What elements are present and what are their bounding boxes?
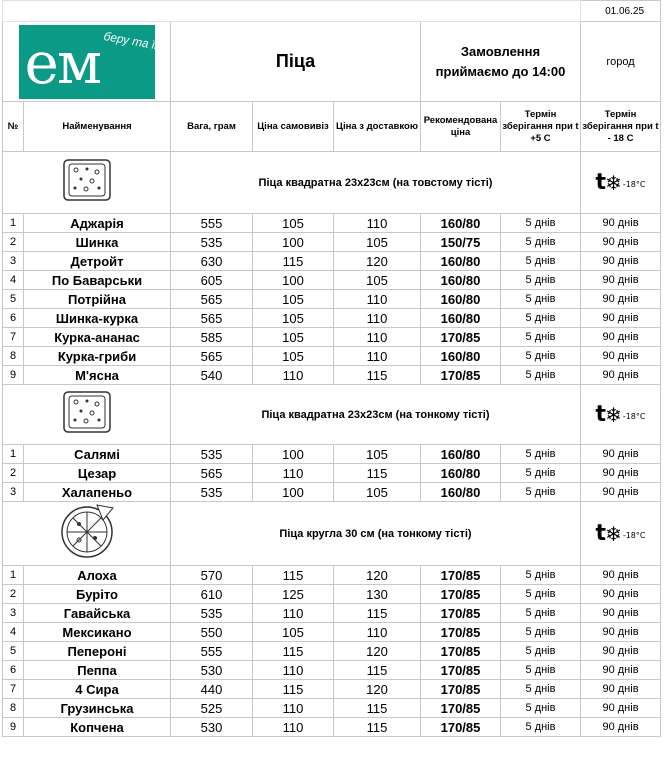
product-name: Потрійна (24, 290, 171, 309)
storage-minus18: 90 днів (581, 309, 661, 328)
storage-minus18: 90 днів (581, 347, 661, 366)
delivery-price: 120 (334, 680, 421, 699)
square-pizza-icon (61, 422, 113, 439)
row-num: 8 (3, 347, 24, 366)
product-name: Аджарія (24, 214, 171, 233)
recommended-price: 160/80 (421, 252, 501, 271)
storage-minus18: 90 днів (581, 642, 661, 661)
weight-value: 585 (171, 328, 253, 347)
storage-minus18: 90 днів (581, 566, 661, 585)
storage-plus5: 5 днів (501, 642, 581, 661)
weight-value: 440 (171, 680, 253, 699)
storage-minus18: 90 днів (581, 483, 661, 502)
col-weight: Вага, грам (171, 102, 253, 152)
table-row (3, 366, 661, 385)
pickup-price: 100 (253, 233, 334, 252)
section-header (3, 385, 661, 445)
table-row (3, 680, 661, 699)
col-storage-plus5: Термін зберігання при t +5 С (501, 102, 581, 152)
weight-value: 555 (171, 642, 253, 661)
table-row (3, 214, 661, 233)
weight-value: 535 (171, 604, 253, 623)
pickup-price: 125 (253, 585, 334, 604)
row-num: 6 (3, 661, 24, 680)
row-num: 5 (3, 642, 24, 661)
city-label: город (581, 22, 661, 102)
table-row (3, 347, 661, 366)
storage-plus5: 5 днів (501, 464, 581, 483)
pickup-price: 105 (253, 328, 334, 347)
delivery-price: 110 (334, 328, 421, 347)
row-num: 3 (3, 483, 24, 502)
recommended-price: 160/80 (421, 271, 501, 290)
recommended-price: 170/85 (421, 366, 501, 385)
delivery-price: 120 (334, 642, 421, 661)
storage-plus5: 5 днів (501, 585, 581, 604)
recommended-price: 170/85 (421, 585, 501, 604)
pickup-price: 115 (253, 642, 334, 661)
product-name: Детройт (24, 252, 171, 271)
table-row (3, 718, 661, 737)
delivery-price: 115 (334, 718, 421, 737)
product-name: Грузинська (24, 699, 171, 718)
storage-plus5: 5 днів (501, 483, 581, 502)
weight-value: 555 (171, 214, 253, 233)
recommended-price: 170/85 (421, 623, 501, 642)
storage-minus18: 90 днів (581, 680, 661, 699)
delivery-price: 105 (334, 271, 421, 290)
weight-value: 565 (171, 464, 253, 483)
storage-minus18: 90 днів (581, 718, 661, 737)
pickup-price: 105 (253, 347, 334, 366)
pickup-price: 110 (253, 718, 334, 737)
storage-plus5: 5 днів (501, 214, 581, 233)
delivery-price: 120 (334, 566, 421, 585)
order-deadline: Замовлення приймаємо до 14:00 (421, 22, 581, 102)
product-name: Алоха (24, 566, 171, 585)
section-header (3, 152, 661, 214)
table-row (3, 464, 661, 483)
round-pizza-icon (57, 547, 117, 564)
delivery-price: 110 (334, 290, 421, 309)
recommended-price: 170/85 (421, 718, 501, 737)
row-num: 5 (3, 290, 24, 309)
product-name: Мексикано (24, 623, 171, 642)
pickup-price: 100 (253, 445, 334, 464)
storage-minus18: 90 днів (581, 328, 661, 347)
row-num: 2 (3, 464, 24, 483)
product-name: Курка-гриби (24, 347, 171, 366)
storage-plus5: 5 днів (501, 699, 581, 718)
storage-minus18: 90 днів (581, 699, 661, 718)
date: 01.06.25 (581, 1, 661, 22)
row-num: 7 (3, 328, 24, 347)
table-row (3, 328, 661, 347)
col-delivery: Ціна з доставкою (334, 102, 421, 152)
pickup-price: 110 (253, 699, 334, 718)
pickup-price: 115 (253, 566, 334, 585)
recommended-price: 170/85 (421, 661, 501, 680)
row-num: 3 (3, 252, 24, 271)
pickup-price: 100 (253, 483, 334, 502)
pickup-price: 105 (253, 623, 334, 642)
frozen-storage-icon: t ❄ -18°C (595, 521, 646, 546)
storage-minus18: 90 днів (581, 290, 661, 309)
product-name: Шинка-курка (24, 309, 171, 328)
storage-plus5: 5 днів (501, 445, 581, 464)
storage-minus18: 90 днів (581, 464, 661, 483)
table-row (3, 585, 661, 604)
delivery-price: 115 (334, 366, 421, 385)
row-num: 7 (3, 680, 24, 699)
product-name: Салямі (24, 445, 171, 464)
column-headers (3, 102, 661, 152)
delivery-price: 105 (334, 233, 421, 252)
table-row (3, 604, 661, 623)
weight-value: 565 (171, 309, 253, 328)
storage-plus5: 5 днів (501, 328, 581, 347)
company-logo: ем беру та їм! (19, 25, 155, 99)
weight-value: 535 (171, 483, 253, 502)
table-row (3, 566, 661, 585)
storage-minus18: 90 днів (581, 252, 661, 271)
delivery-price: 115 (334, 699, 421, 718)
weight-value: 565 (171, 290, 253, 309)
row-num: 1 (3, 445, 24, 464)
row-num: 2 (3, 585, 24, 604)
table-row (3, 309, 661, 328)
recommended-price: 170/85 (421, 699, 501, 718)
weight-value: 605 (171, 271, 253, 290)
storage-minus18: 90 днів (581, 445, 661, 464)
product-name: Копчена (24, 718, 171, 737)
storage-minus18: 90 днів (581, 366, 661, 385)
row-num: 2 (3, 233, 24, 252)
pickup-price: 110 (253, 464, 334, 483)
delivery-price: 120 (334, 252, 421, 271)
col-storage-minus18: Термін зберігання при t - 18 С (581, 102, 661, 152)
recommended-price: 170/85 (421, 680, 501, 699)
price-sheet (2, 0, 661, 737)
table-row (3, 445, 661, 464)
recommended-price: 160/80 (421, 445, 501, 464)
row-num: 6 (3, 309, 24, 328)
recommended-price: 170/85 (421, 604, 501, 623)
weight-value: 535 (171, 233, 253, 252)
table-row (3, 271, 661, 290)
pickup-price: 115 (253, 252, 334, 271)
delivery-price: 115 (334, 604, 421, 623)
storage-plus5: 5 днів (501, 252, 581, 271)
product-name: Гавайська (24, 604, 171, 623)
row-num: 4 (3, 623, 24, 642)
delivery-price: 115 (334, 661, 421, 680)
product-name: Пеппа (24, 661, 171, 680)
delivery-price: 105 (334, 445, 421, 464)
row-num: 1 (3, 214, 24, 233)
pickup-price: 105 (253, 214, 334, 233)
pickup-price: 100 (253, 271, 334, 290)
product-name: 4 Сира (24, 680, 171, 699)
section-title: Піца квадратна 23х23см (на тонкому тісті) (171, 385, 581, 445)
storage-plus5: 5 днів (501, 623, 581, 642)
storage-minus18: 90 днів (581, 585, 661, 604)
recommended-price: 150/75 (421, 233, 501, 252)
storage-plus5: 5 днів (501, 566, 581, 585)
recommended-price: 170/85 (421, 566, 501, 585)
weight-value: 610 (171, 585, 253, 604)
frozen-storage-icon: t ❄ -18°C (595, 170, 646, 195)
row-num: 9 (3, 718, 24, 737)
weight-value: 565 (171, 347, 253, 366)
delivery-price: 115 (334, 464, 421, 483)
table-row (3, 252, 661, 271)
table-row (3, 233, 661, 252)
pickup-price: 115 (253, 680, 334, 699)
product-name: Халапеньо (24, 483, 171, 502)
pickup-price: 110 (253, 366, 334, 385)
storage-minus18: 90 днів (581, 214, 661, 233)
storage-plus5: 5 днів (501, 661, 581, 680)
col-num: № (3, 102, 24, 152)
delivery-price: 110 (334, 214, 421, 233)
storage-plus5: 5 днів (501, 680, 581, 699)
page-title: Піца (171, 22, 421, 102)
recommended-price: 170/85 (421, 642, 501, 661)
weight-value: 570 (171, 566, 253, 585)
col-pickup: Ціна самовивіз (253, 102, 334, 152)
row-num: 9 (3, 366, 24, 385)
product-name: По Баварськи (24, 271, 171, 290)
storage-plus5: 5 днів (501, 271, 581, 290)
recommended-price: 160/80 (421, 347, 501, 366)
storage-plus5: 5 днів (501, 309, 581, 328)
product-name: Пепероні (24, 642, 171, 661)
weight-value: 550 (171, 623, 253, 642)
table-row (3, 623, 661, 642)
storage-plus5: 5 днів (501, 233, 581, 252)
frozen-storage-icon: t ❄ -18°C (595, 402, 646, 427)
storage-minus18: 90 днів (581, 233, 661, 252)
delivery-price: 110 (334, 347, 421, 366)
product-name: Шинка (24, 233, 171, 252)
weight-value: 530 (171, 661, 253, 680)
recommended-price: 170/85 (421, 328, 501, 347)
storage-minus18: 90 днів (581, 661, 661, 680)
table-row (3, 661, 661, 680)
recommended-price: 160/80 (421, 290, 501, 309)
table-row (3, 290, 661, 309)
pickup-price: 110 (253, 661, 334, 680)
pickup-price: 105 (253, 290, 334, 309)
storage-plus5: 5 днів (501, 604, 581, 623)
weight-value: 540 (171, 366, 253, 385)
product-name: Буріто (24, 585, 171, 604)
product-name: М'ясна (24, 366, 171, 385)
section-title: Піца кругла 30 см (на тонкому тісті) (171, 502, 581, 566)
delivery-price: 130 (334, 585, 421, 604)
weight-value: 630 (171, 252, 253, 271)
storage-minus18: 90 днів (581, 271, 661, 290)
pickup-price: 105 (253, 309, 334, 328)
delivery-price: 105 (334, 483, 421, 502)
product-name: Цезар (24, 464, 171, 483)
recommended-price: 160/80 (421, 214, 501, 233)
square-pizza-icon (61, 190, 113, 207)
recommended-price: 160/80 (421, 464, 501, 483)
pickup-price: 110 (253, 604, 334, 623)
col-name: Найменування (24, 102, 171, 152)
weight-value: 535 (171, 445, 253, 464)
storage-plus5: 5 днів (501, 366, 581, 385)
row-num: 8 (3, 699, 24, 718)
delivery-price: 110 (334, 309, 421, 328)
row-num: 4 (3, 271, 24, 290)
storage-plus5: 5 днів (501, 347, 581, 366)
recommended-price: 160/80 (421, 483, 501, 502)
storage-minus18: 90 днів (581, 623, 661, 642)
table-row (3, 699, 661, 718)
row-num: 1 (3, 566, 24, 585)
section-header (3, 502, 661, 566)
col-recommended: Рекомендована ціна (421, 102, 501, 152)
delivery-price: 110 (334, 623, 421, 642)
section-title: Піца квадратна 23х23см (на товстому тісті) (171, 152, 581, 214)
weight-value: 525 (171, 699, 253, 718)
table-row (3, 483, 661, 502)
recommended-price: 160/80 (421, 309, 501, 328)
weight-value: 530 (171, 718, 253, 737)
table-row (3, 642, 661, 661)
product-name: Курка-ананас (24, 328, 171, 347)
storage-minus18: 90 днів (581, 604, 661, 623)
storage-plus5: 5 днів (501, 718, 581, 737)
storage-plus5: 5 днів (501, 290, 581, 309)
row-num: 3 (3, 604, 24, 623)
